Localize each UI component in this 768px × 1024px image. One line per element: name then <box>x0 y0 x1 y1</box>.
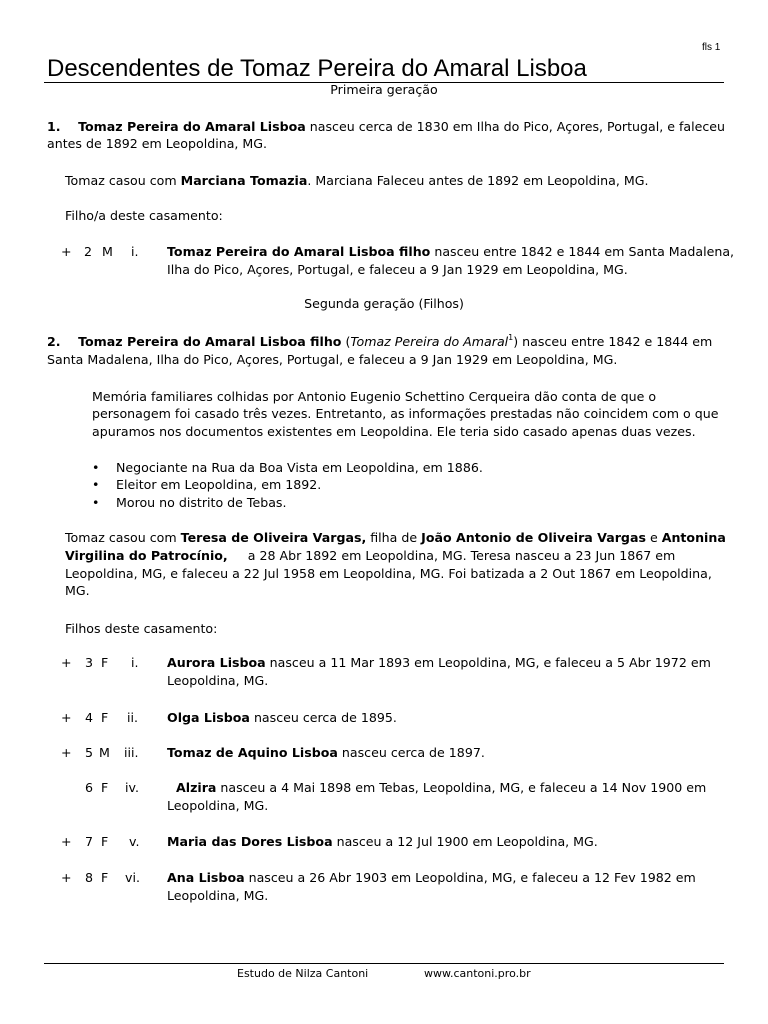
memoir-line: Memória familiares colhidas por Antonio Eugenio Schettino Cerqueira dão conta de que o <box>92 389 657 404</box>
child-number: 7 <box>85 834 94 849</box>
child-sex: F <box>101 780 109 795</box>
gen2-entry-number: 2. <box>47 334 61 349</box>
child-roman: i. <box>131 655 139 670</box>
gen1-entry-name: Tomaz Pereira do Amaral Lisboa <box>78 119 306 134</box>
child-plus: + <box>61 745 72 760</box>
list-item <box>92 459 483 477</box>
child-roman: i. <box>131 244 139 259</box>
child-plus: + <box>61 244 72 259</box>
gen1-entry-line1 <box>47 118 725 136</box>
child-name: Alzira <box>176 780 217 795</box>
child-number: 4 <box>85 710 94 725</box>
gen1-marriage-pre: Tomaz casou com <box>65 173 181 188</box>
child-sex: M <box>102 244 113 259</box>
gen1-marriage <box>65 172 648 190</box>
child-name: Maria das Dores Lisboa <box>167 834 333 849</box>
child-text: nasceu a 12 Jul 1900 em Leopoldina, MG. <box>332 834 598 849</box>
child-number: 2 <box>84 244 93 259</box>
child-roman: iv. <box>125 780 139 795</box>
child-plus: + <box>61 710 72 725</box>
gen1-heading: Primeira geração <box>330 82 438 97</box>
child-name: Tomaz de Aquino Lisboa <box>167 745 338 760</box>
gen2-marriage-pre: Tomaz casou com <box>65 530 181 545</box>
gen2-spouse-name: Teresa de Oliveira Vargas, <box>180 530 367 545</box>
child-line2: Leopoldina, MG. <box>167 673 269 688</box>
bullet-icon: • <box>92 495 100 510</box>
gen2-entry-line1 <box>47 333 712 351</box>
gen1-children-label: Filho/a deste casamento: <box>65 208 223 223</box>
child-sex: F <box>101 710 109 725</box>
child-number: 8 <box>85 870 94 885</box>
gen2-spouse-mother-part2: Virgilina do Patrocínio, <box>65 548 228 563</box>
child-roman: vi. <box>125 870 140 885</box>
child-roman: ii. <box>127 710 139 725</box>
gen2-spouse-father: João Antonio de Oliveira Vargas <box>421 530 646 545</box>
memoir-line: apuramos nos documentos existentes em Leopoldina. Ele teria sido casado apenas duas vezes. <box>92 424 696 439</box>
gen2-entry-text: ) nasceu entre 1842 e 1844 em <box>513 334 713 349</box>
child-name: Olga Lisboa <box>167 710 250 725</box>
gen2-heading: Segunda geração (Filhos) <box>304 296 464 311</box>
page-title: Descendentes de Tomaz Pereira do Amaral Lisboa <box>47 55 587 82</box>
memoir-line: personagem foi casado três vezes. Entretanto, as informações prestadas não coincidem com o que <box>92 406 719 421</box>
gen2-entry-line2: Santa Madalena, Ilha do Pico, Açores, Portugal, e faleceu a 9 Jan 1929 em Leopoldina, MG. <box>47 352 618 367</box>
child-text: nasceu a 11 Mar 1893 em Leopoldina, MG, e faleceu a 5 Abr 1972 em <box>265 655 711 670</box>
bullet-icon: • <box>92 460 100 475</box>
footer-website-link[interactable]: www.cantoni.pro.br <box>424 967 531 980</box>
child-line1 <box>167 654 711 672</box>
child-plus: + <box>61 834 72 849</box>
child-plus: + <box>61 870 72 885</box>
gen1-entry-line2: antes de 1892 em Leopoldina, MG. <box>47 136 268 151</box>
list-item <box>92 476 322 494</box>
child-line2: Leopoldina, MG. <box>167 798 269 813</box>
gen2-marriage-and: e <box>645 530 662 545</box>
list-item-text: Morou no distrito de Tebas. <box>116 495 287 510</box>
child-sex: F <box>101 870 109 885</box>
child-sex: F <box>101 655 109 670</box>
child-line1 <box>167 869 696 887</box>
gen2-marriage-line3: Leopoldina, MG, e faleceu a 22 Jul 1958 em Leopoldina, MG. Foi batizada a 2 Out 1867 em Leopoldina, <box>65 566 712 581</box>
child-roman: iii. <box>124 745 139 760</box>
gen2-marriage-date: a 28 Abr 1892 em Leopoldina, MG. Teresa nasceu a 23 Jun 1867 em <box>247 548 676 563</box>
gen1-entry-number: 1. <box>47 119 61 134</box>
gen2-paren-open: ( <box>341 334 351 349</box>
footer-rule <box>44 963 724 964</box>
list-item-text: Negociante na Rua da Boa Vista em Leopoldina, em 1886. <box>116 460 483 475</box>
gen2-marriage-line4: MG. <box>65 583 90 598</box>
footer-author: Estudo de Nilza Cantoni <box>237 967 369 980</box>
child-line2: Leopoldina, MG. <box>167 888 269 903</box>
child-roman: v. <box>129 834 140 849</box>
child-number: 5 <box>85 745 94 760</box>
child-text: nasceu a 4 Mai 1898 em Tebas, Leopoldina, MG, e faleceu a 14 Nov 1900 em <box>216 780 707 795</box>
child-name: Ana Lisboa <box>167 870 245 885</box>
child-number: 3 <box>85 655 94 670</box>
child-name: Tomaz Pereira do Amaral Lisboa filho <box>167 244 431 259</box>
child-line1 <box>167 243 734 261</box>
footnote-marker[interactable]: 1 <box>508 333 514 342</box>
gen2-marriage-line2 <box>65 547 675 565</box>
page-number: fls 1 <box>702 42 721 53</box>
child-name: Aurora Lisboa <box>167 655 266 670</box>
gen1-spouse-name: Marciana Tomazia <box>180 173 308 188</box>
child-line1 <box>167 833 598 851</box>
gen2-marriage-mid: filha de <box>366 530 422 545</box>
child-sex: M <box>99 745 110 760</box>
gen2-marriage-line1 <box>65 529 726 547</box>
child-plus: + <box>61 655 72 670</box>
child-sex: F <box>101 834 109 849</box>
child-line1 <box>167 744 485 762</box>
list-item-text: Eleitor em Leopoldina, em 1892. <box>116 477 322 492</box>
child-line1 <box>167 709 397 727</box>
gen1-entry-text: nasceu cerca de 1830 em Ilha do Pico, Açores, Portugal, e faleceu <box>305 119 726 134</box>
child-text: nasceu cerca de 1897. <box>337 745 485 760</box>
list-item <box>92 494 287 512</box>
bullet-icon: • <box>92 477 100 492</box>
gen1-marriage-post: . Marciana Faleceu antes de 1892 em Leopoldina, MG. <box>307 173 649 188</box>
gen2-entry-name: Tomaz Pereira do Amaral Lisboa filho <box>78 334 342 349</box>
child-number: 6 <box>85 780 94 795</box>
gen2-children-label: Filhos deste casamento: <box>65 621 218 636</box>
child-text: nasceu a 26 Abr 1903 em Leopoldina, MG, e faleceu a 12 Fev 1982 em <box>244 870 696 885</box>
child-text: nasceu entre 1842 e 1844 em Santa Madalena, <box>430 244 735 259</box>
gen2-alias: Tomaz Pereira do Amaral <box>350 334 509 349</box>
child-text: nasceu cerca de 1895. <box>249 710 397 725</box>
child-line2: Ilha do Pico, Açores, Portugal, e faleceu a 9 Jan 1929 em Leopoldina, MG. <box>167 262 628 277</box>
gen2-spouse-mother-part1: Antonina <box>661 530 726 545</box>
child-line1 <box>176 779 706 797</box>
